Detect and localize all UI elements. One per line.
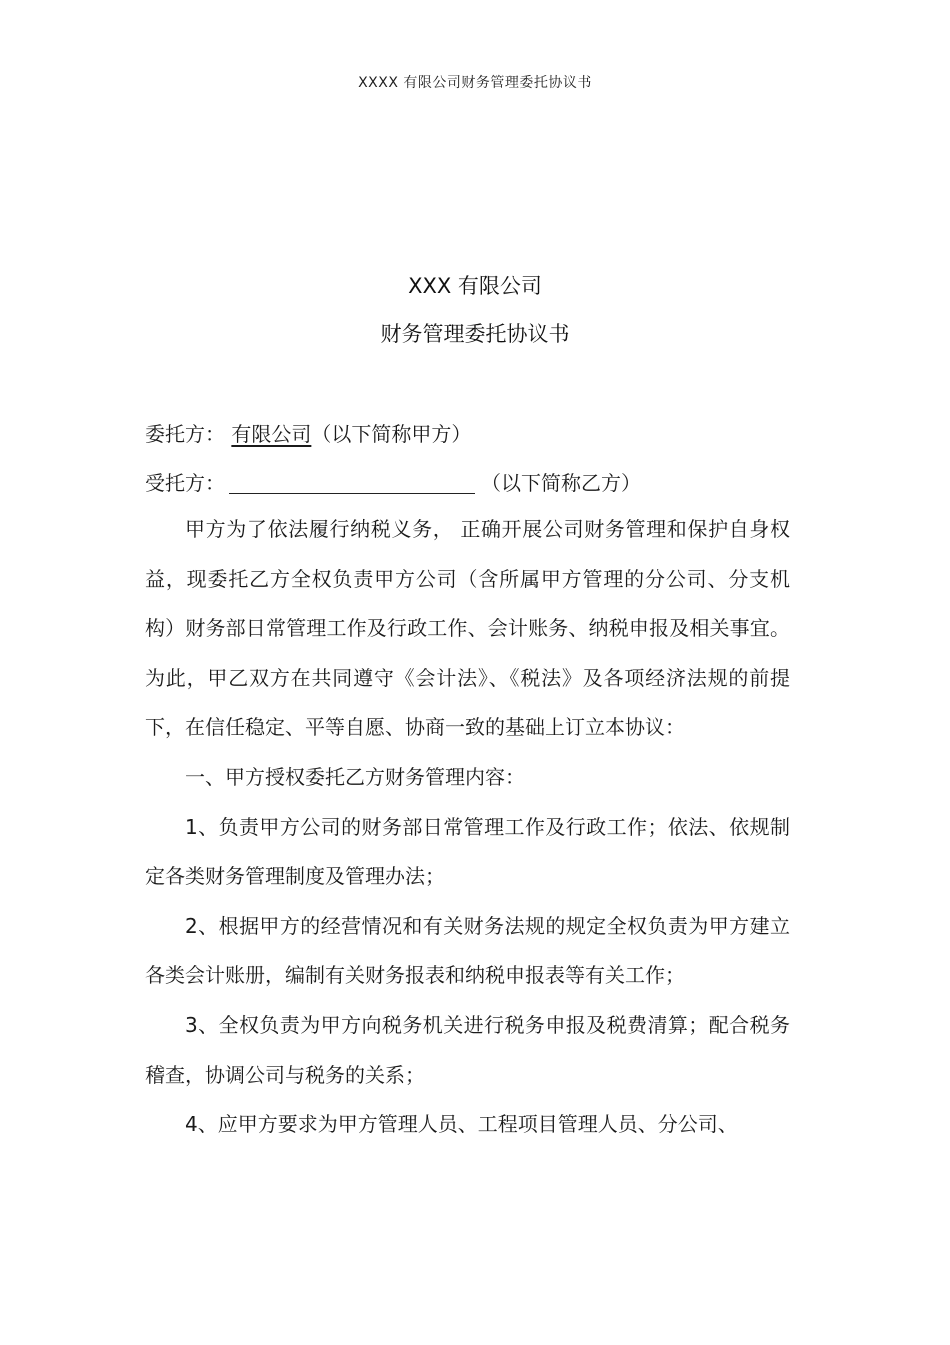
agent-label: 受托方： — [145, 471, 225, 495]
page-header: XXXX 有限公司财务管理委托协议书 — [358, 75, 592, 91]
document-title: 财务管理委托协议书 — [380, 322, 570, 346]
principal-label: 委托方： — [145, 422, 225, 446]
clause-1: 1、负责甲方公司的财务部日常管理工作及行政工作；依法、依规制定各类财务管理制度及管理办法； — [145, 814, 790, 889]
company-title: XXX 有限公司 — [408, 274, 542, 298]
section-heading: 一、甲方授权委托乙方财务管理内容： — [185, 764, 525, 789]
clause-2: 2、根据甲方的经营情况和有关财务法规的规定全权负责为甲方建立各类会计账册，编制有关财务报表和纳税申报表等有关工作； — [145, 913, 790, 988]
clause-3: 3、全权负责为甲方向税务机关进行税务申报及税费清算；配合税务稽查，协调公司与税务的关系； — [145, 1012, 790, 1087]
agent-name-blank — [229, 473, 475, 494]
clause-4: 4、应甲方要求为甲方管理人员、工程项目管理人员、分公司、 — [185, 1112, 738, 1137]
agent-party-line — [145, 467, 641, 496]
principal-name: 有限公司 — [231, 422, 312, 446]
preamble-paragraph: 甲方为了依法履行纳税义务， 正确开展公司财务管理和保护自身权益，现委托乙方全权负责甲方公司（含所属甲方管理的分公司、分支机构）财务部日常管理工作及行政工作、会计账务、纳税申报及相关事宜。为此，甲乙双方在共同遵守《会计法》、《税法》及各项经济法规的前提下，在信任稳定、平等自愿、协商一致的基础上订立本协议： — [145, 517, 790, 740]
principal-party-line — [145, 418, 471, 447]
agent-suffix: （以下简称乙方） — [481, 471, 641, 495]
principal-suffix: （以下简称甲方） — [311, 422, 472, 446]
agreement-body — [145, 505, 790, 1150]
